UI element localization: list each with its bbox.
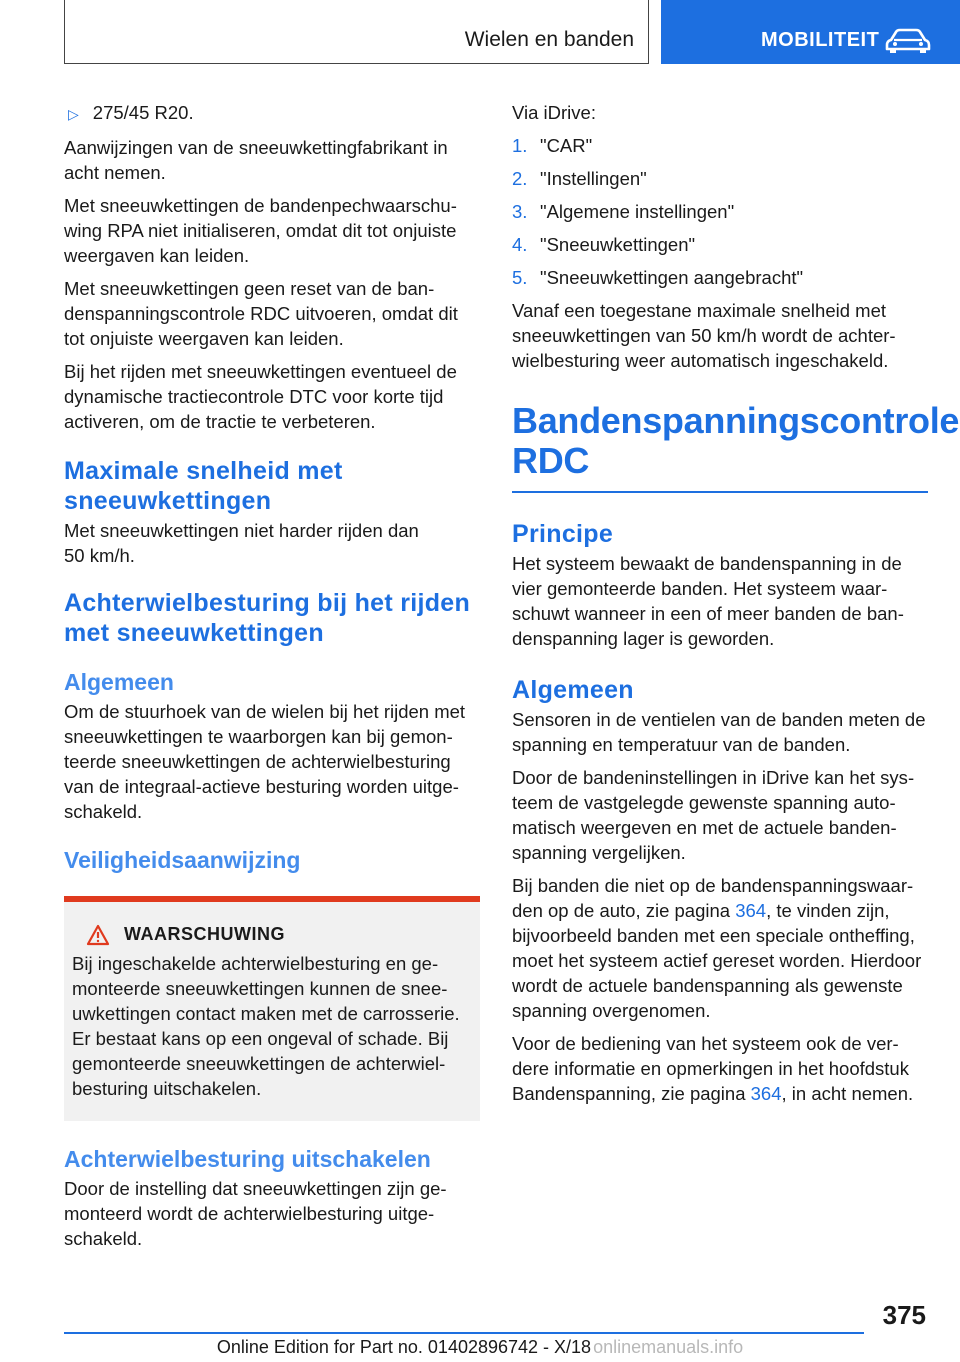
page-number: 375 — [882, 1300, 926, 1330]
heading-general-rdc: Algemeen — [512, 676, 634, 704]
heading-rear-steering: Achterwielbesturing bij het rijden met sneeuwkettingen — [64, 589, 471, 647]
watermark-text: onlinemanuals.info — [593, 1337, 744, 1357]
paragraph: Voor de bediening van het systeem ook de verdere informatie en opmerkingen in het hoofdstuk Bandenspanning, zie pagina 364, in acht nemen. — [512, 1033, 914, 1104]
list-item: 1. "CAR" — [512, 135, 593, 156]
footer — [0, 1337, 960, 1358]
paragraph: Het systeem bewaakt de bandenspanning in de vier gemonteerde banden. Het systeem waarschuwt wanneer in een of meer banden de bandenspanning lager is geworden. — [512, 553, 904, 649]
paragraph: Met sneeuwkettingen de bandenpechwaarschuwing RPA niet initialiseren, omdat dit tot onjuiste weergaven kan leiden. — [64, 195, 457, 266]
section-header-tab — [64, 0, 649, 64]
footer-divider — [64, 1332, 864, 1334]
heading-safety: Veiligheidsaanwijzing — [64, 847, 301, 873]
paragraph: Vanaf een toegestane maximale snelheid met sneeuwkettingen van 50 km/h wordt de achterwielbesturing weer automatisch ingeschakeld. — [512, 300, 896, 371]
paragraph: Door de bandeninstellingen in iDrive kan het systeem de vastgelegde gewenste spanning automatisch weergeven en met de actuele bandenspanning vergelijken. — [512, 767, 915, 863]
warning-text: Bij ingeschakelde achterwielbesturing en gemonteerde sneeuwkettingen kunnen de sneeuwkettingen contact maken met de carrosserie. Er bestaat kans op een ongeval of schade. Bij gemonteerde sneeuwkettingen de achterwielbesturing uitschakelen. — [72, 953, 460, 1099]
list-item: 3. "Algemene instellingen" — [512, 201, 735, 222]
warning-header — [86, 922, 472, 947]
paragraph: Bij het rijden met sneeuwkettingen eventueel de dynamische tractiecontrole DTC voor korte tijd activeren, om de tractie te verbeteren. — [64, 361, 457, 432]
page-link[interactable]: 364 — [750, 1083, 782, 1104]
paragraph: Door de instelling dat sneeuwkettingen zijn gemonteerd wordt de achterwielbesturing uitgeschakeld. — [64, 1178, 447, 1249]
page-link[interactable]: 364 — [735, 900, 767, 921]
paragraph: Met sneeuwkettingen geen reset van de bandenspanningscontrole RDC uitvoeren, omdat dit tot onjuiste weergaven kan leiden. — [64, 278, 458, 349]
paragraph: Sensoren in de ventielen van de banden meten de spanning en temperatuur van de banden. — [512, 709, 926, 755]
steps-list — [512, 133, 928, 290]
heading-max-speed: Maximale snelheid met sneeuwkettingen — [64, 457, 343, 515]
paragraph: Met sneeuwkettingen niet harder rijden dan 50 km/h. — [64, 520, 419, 566]
chapter-header — [661, 0, 960, 64]
chapter-heading: Bandenspanningscontrole RDC — [512, 401, 928, 493]
left-column — [64, 100, 480, 1259]
paragraph: Om de stuurhoek van de wielen bij het rijden met sneeuwkettingen te waarborgen kan bij gemonteerde sneeuwkettingen de achterwielbesturing van de integraal-actieve besturing worden uitgeschakeld. — [64, 701, 466, 822]
warning-title: WAARSCHUWING — [124, 924, 285, 944]
heading-general: Algemeen — [64, 669, 174, 695]
list-item: 4. "Sneeuwkettingen" — [512, 234, 696, 255]
triangle-bullet-icon: ▷ — [68, 106, 79, 122]
paragraph: Bij banden die niet op de bandenspanningswaarden op de auto, zie pagina 364, te vinden zijn, bijvoorbeeld banden met een speciale ontheffing, moet het systeem actief gereset worden. Hierdoor wordt de actuele bandenspanning als gewenste spanning overgenomen. — [512, 875, 922, 1021]
section-title: Wielen en banden — [464, 28, 634, 51]
edition-text: Online Edition for Part no. 01402896742 - X/18 — [216, 1337, 592, 1357]
list-item: 2. "Instellingen" — [512, 168, 647, 189]
heading-disable-rear-steering: Achterwielbesturing uitschakelen — [64, 1146, 431, 1172]
list-item: ▷ 275/45 R20. — [64, 100, 480, 127]
warning-box — [64, 896, 480, 1121]
paragraph: Aanwijzingen van de sneeuwkettingfabrikant in acht nemen. — [64, 137, 448, 183]
warning-triangle-icon — [86, 924, 110, 946]
right-column — [512, 100, 960, 1114]
heading-principle: Principe — [512, 520, 614, 548]
paragraph: Via iDrive: — [512, 102, 596, 123]
chapter-title: MOBILITEIT — [761, 29, 880, 51]
list-item: 5. "Sneeuwkettingen aangebracht" — [512, 267, 804, 288]
car-icon — [885, 28, 931, 54]
